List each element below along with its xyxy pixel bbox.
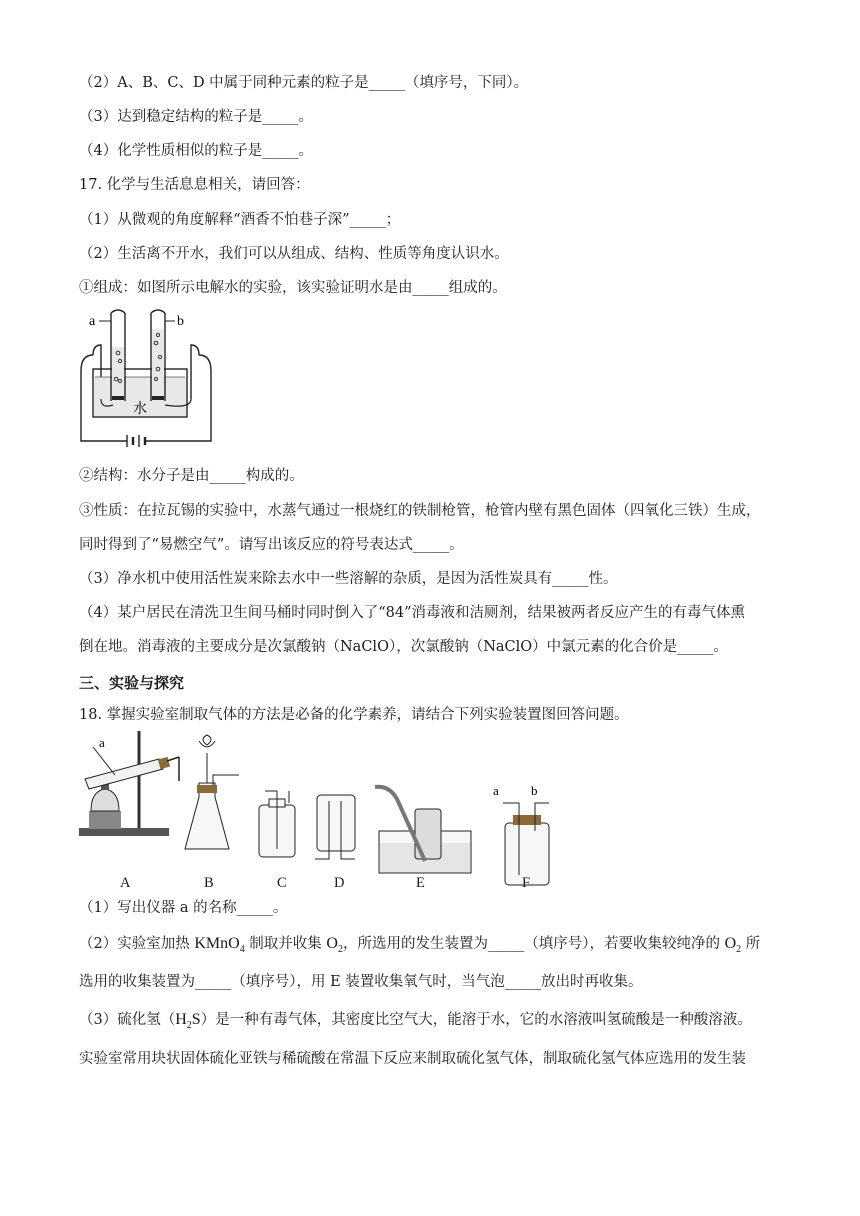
q16-part3: （3）达到稳定结构的粒子是_____。	[79, 109, 313, 125]
apparatus-labels	[79, 875, 559, 895]
q17-part1: （1）从微观的角度解释“酒香不怕巷子深”_____；	[79, 212, 401, 228]
q17-part3: （3）净水机中使用活性炭来除去水中一些溶解的杂质，是因为活性炭具有_____性。	[79, 571, 618, 587]
apparatus-figure	[79, 731, 559, 891]
label-C: C	[277, 875, 287, 891]
label-E: E	[416, 875, 425, 891]
q18-part1: （1）写出仪器 a 的名称_____。	[79, 900, 288, 916]
q17-property-line2: 同时得到了“易燃空气”。请写出该反应的符号表达式_____。	[79, 537, 464, 553]
formula-o2: $O_2$	[326, 935, 343, 956]
label-instrument-a: a	[99, 735, 105, 750]
q16-part4: （4）化学性质相似的粒子是_____。	[79, 143, 313, 159]
q18-stem: 18. 掌握实验室制取气体的方法是必备的化学素养，请结合下列实验装置图回答问题。	[79, 707, 629, 723]
label-F: F	[522, 875, 531, 891]
section-heading: 三、实验与探究	[79, 674, 185, 692]
label-b: b	[177, 314, 184, 329]
q17-property-line1: ③性质：在拉瓦锡的实验中，水蒸气通过一根烧红的铁制枪管，枪管内壁有黑色固体（四氧化三铁）生成，	[79, 503, 761, 519]
q18-part2-line1: （2）实验室加热 KMnO$_4$ 制取并收集 $O_2$，所选用的发生装置为_____（填序号），若要收集较纯净的 $O_2$ 所	[79, 935, 761, 956]
label-A: A	[120, 875, 131, 891]
q17-part2: （2）生活离不开水，我们可以从组成、结构、性质等角度认识水。	[79, 246, 509, 262]
electrolysis-figure	[79, 309, 214, 449]
q18-part3-line2: 实验室常用块状固体硫化亚铁与稀硫酸在常温下反应来制取硫化氢气体，制取硫化氢气体应选用的发生装	[79, 1051, 746, 1067]
q17-part4-line2: 倒在地。消毒液的主要成分是次氯酸钠（NaClO），次氯酸钠（NaClO）中氯元素的化合价是_____。	[79, 639, 728, 655]
q16-part2: （2）A、B、C、D 中属于同种元素的粒子是_____（填序号，下同）。	[79, 75, 529, 91]
q18-part3-line1: （3）硫化氢$(H_2S)$是一种有毒气体，其密度比空气大，能溶于水，它的水溶液叫氢硫酸是一种酸溶液。	[79, 1011, 752, 1032]
q17-stem: 17. 化学与生活息息相关，请回答：	[79, 177, 310, 193]
q18-part2-line2: 选用的收集装置为_____（填序号），用 E 装置收集氧气时，当气泡_____放出时再收集。	[79, 974, 643, 990]
label-a: a	[89, 314, 96, 329]
label-f-a: a	[493, 783, 499, 798]
label-D: D	[334, 875, 345, 891]
formula-kmno4: KMnO$_4$	[194, 935, 245, 956]
label-B: B	[204, 875, 214, 891]
q17-structure: ②结构：水分子是由_____构成的。	[79, 468, 304, 484]
label-f-b: b	[531, 783, 538, 798]
q17-composition: ①组成：如图所示电解水的实验，该实验证明水是由_____组成的。	[79, 280, 507, 296]
q17-part4-line1: （4）某户居民在清洗卫生间马桶时同时倒入了“84”消毒液和洁厕剂，结果被两者反应产生的有毒气体熏	[79, 605, 745, 621]
formula-o2-second: $O_2$	[724, 935, 742, 956]
formula-h2s: $H_2S$	[175, 1011, 201, 1032]
label-water: 水	[133, 401, 147, 417]
